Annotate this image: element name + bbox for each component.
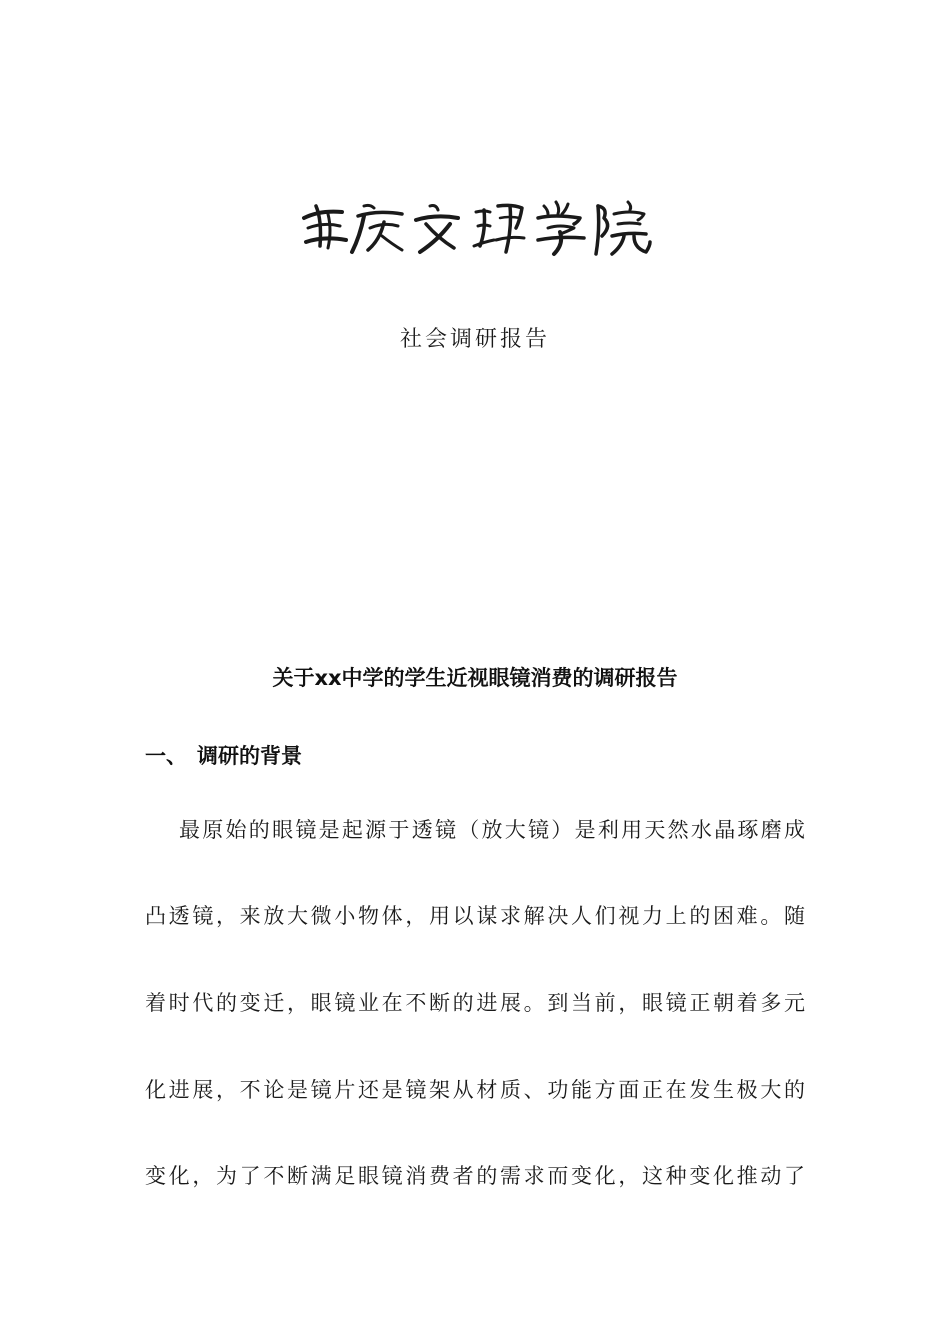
- paragraph-line: 凸透镜，来放大微小物体，用以谋求解决人们视力上的困难。随: [145, 904, 805, 928]
- paragraph-line: 化进展，不论是镜片还是镜架从材质、功能方面正在发生极大的: [145, 1078, 805, 1102]
- calligraphy-logo-graphic: [298, 196, 652, 260]
- report-title: 关于xx中学的学生近视眼镜消费的调研报告: [272, 666, 678, 690]
- section-heading: [145, 740, 302, 770]
- section-heading-text: 调研的背景: [197, 744, 302, 768]
- report-type-subtitle: 社会调研报告: [399, 327, 550, 352]
- paragraph-line: 着时代的变迁，眼镜业在不断的进展。到当前，眼镜正朝着多元: [145, 991, 805, 1015]
- paragraph-line: 变化，为了不断满足眼镜消费者的需求而变化，这种变化推动了: [145, 1164, 805, 1188]
- paragraph-line: 最原始的眼镜是起源于透镜（放大镜）是利用天然水晶琢磨成: [179, 818, 805, 842]
- section-number: 一、: [145, 744, 187, 768]
- college-calligraphy-logo: [298, 196, 652, 260]
